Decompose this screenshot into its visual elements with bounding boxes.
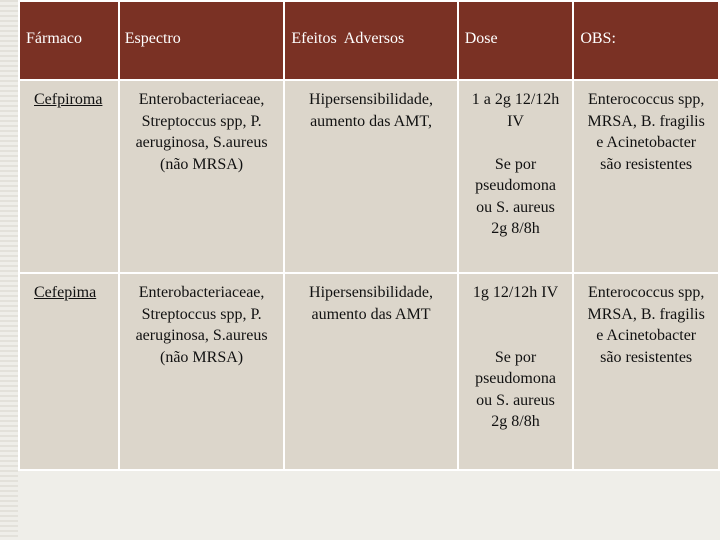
obs-line: são resistentes [600, 155, 693, 173]
efeitos-line: aumento das AMT [311, 305, 431, 323]
cell-efeitos-adversos [284, 80, 457, 273]
drug-table [18, 0, 720, 471]
obs-line: MRSA, B. fragilis [587, 305, 705, 323]
dose-line: Se por [494, 155, 537, 173]
efeitos-line: Hipersensibilidade, [309, 91, 433, 108]
header-row [19, 1, 719, 80]
cell-farmaco: Cefpiroma [19, 80, 119, 273]
cell-dose [458, 80, 574, 273]
dose-gap [459, 304, 573, 326]
efeitos-line: Hipersensibilidade, [309, 284, 433, 301]
obs-line: MRSA, B. fragilis [587, 112, 705, 130]
dose-line: pseudomona [475, 370, 556, 387]
efeitos-line: aumento das AMT, [310, 112, 432, 130]
dose-line: 2g 8/8h [491, 220, 540, 237]
espectro-line: Enterobacteriaceae, [138, 91, 265, 108]
cell-espectro [119, 80, 285, 273]
obs-line: Enterococcus spp, [587, 91, 705, 108]
dose-gap [459, 325, 573, 347]
dose-line: Se por [494, 348, 537, 366]
header-efeitos-adversos [284, 1, 457, 80]
obs-line: Enterococcus spp, [587, 284, 705, 301]
dose-line: ou S. aureus [476, 391, 555, 409]
obs-line: e Acinetobacter [596, 327, 697, 344]
cell-dose [458, 273, 574, 470]
header-efeitos-adversos-text: Efeitos Adversos [291, 30, 405, 47]
dose-line: pseudomona [475, 177, 556, 194]
cell-obs [573, 80, 719, 273]
header-farmaco: Fármaco [19, 1, 119, 80]
cell-farmaco: Cefepima [19, 273, 119, 470]
cell-obs [573, 273, 719, 470]
header-espectro: Espectro [119, 1, 285, 80]
cell-efeitos-adversos [284, 273, 457, 470]
dose-line: IV [507, 112, 524, 130]
espectro-line: Streptoccus spp, P. [141, 112, 262, 130]
dose-line: 1g 12/12h IV [472, 284, 559, 301]
dose-line: 1 a 2g 12/12h [471, 91, 560, 108]
espectro-line: aeruginosa, S.aureus [135, 327, 268, 344]
cell-espectro [119, 273, 285, 470]
espectro-line: aeruginosa, S.aureus [135, 134, 268, 151]
table-row [19, 273, 719, 470]
espectro-line: (não MRSA) [160, 348, 244, 366]
table-row [19, 80, 719, 273]
obs-line: são resistentes [600, 348, 693, 366]
decorative-stripe-left [0, 0, 18, 540]
header-dose: Dose [458, 1, 574, 80]
obs-line: e Acinetobacter [596, 134, 697, 151]
header-obs: OBS: [573, 1, 719, 80]
espectro-line: (não MRSA) [160, 155, 244, 173]
dose-gap [459, 132, 573, 154]
espectro-line: Streptoccus spp, P. [141, 305, 262, 323]
dose-line: 2g 8/8h [491, 413, 540, 430]
espectro-line: Enterobacteriaceae, [138, 284, 265, 301]
dose-line: ou S. aureus [476, 198, 555, 216]
